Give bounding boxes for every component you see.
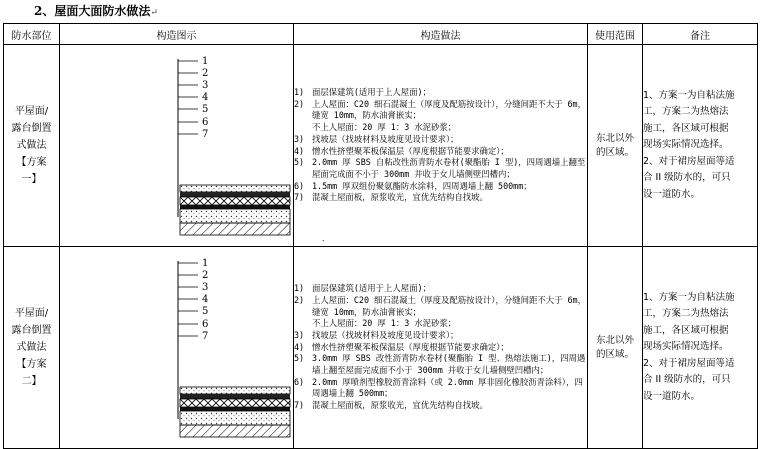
method-cell (294, 247, 588, 449)
remark-line: 1、方案一为自粘法施 (643, 291, 735, 303)
method-step: 7) 混凝土屋面板，原浆收光，宜优先结构自找坡。 (294, 400, 488, 411)
diagram-label: 4 (202, 294, 209, 305)
remark-line: 设一道防水。 (643, 390, 701, 402)
method-step: 6) 2.0mm 厚喷剂型橡胶沥青涂料（或 2.0mm 厚非固化橡胶沥青涂料），四周遇墙上翻 500mm； (294, 376, 583, 399)
header-remarks: 备注 (643, 24, 758, 45)
location-cell (4, 45, 60, 247)
remarks-cell (643, 45, 758, 247)
remark-line: 施工，各区域可根据 (643, 122, 729, 134)
remark-line: 工，方案二为热熔法 (643, 106, 729, 118)
method-step: 3) 找坡层（找坡材料及坡度见设计要求）； (294, 133, 459, 144)
location-line: 平屋面/ (14, 308, 49, 319)
remark-line: 2、对于裙房屋面等适 (643, 155, 735, 167)
location-line: 【方案 (16, 359, 47, 370)
return-mark: ↵ (150, 8, 158, 18)
location-line: 露台倒置 (11, 325, 52, 336)
remark-line: 现场实际情况选择。 (643, 139, 729, 151)
diagram-label: 7 (202, 331, 209, 342)
diagram-label: 1 (202, 56, 209, 67)
location-line: 【方案 (16, 157, 47, 168)
roof-section-diagram (60, 247, 294, 448)
table-row (4, 45, 758, 247)
remark-line: 工，方案二为热熔法 (643, 308, 729, 320)
diagram-label: 2 (202, 68, 209, 79)
svg-text:.: . (322, 234, 325, 243)
diagram-label: 5 (202, 306, 209, 317)
remark-line: 施工，各区域可根据 (643, 324, 729, 336)
method-step: 5) 3.0mm 厚 SBS 改性沥青防水卷材(聚酯胎 I 型、热熔法施工)，四周遇墙上翻至屋面完成面不小于 300mm 并收于女儿墙侧壁凹槽内； (294, 353, 586, 376)
diagram-cell (60, 45, 325, 247)
method-step: 不上人屋面：20 厚 1：3 水泥砂浆； (312, 318, 457, 329)
waterproofing-table (3, 23, 758, 449)
header-method: 构造做法 (294, 24, 588, 45)
header-row (4, 24, 758, 45)
diagram-label: 7 (202, 129, 209, 140)
location-line: 一】 (21, 174, 42, 185)
method-cell (294, 45, 588, 247)
remark-line: 合 II 级防水的，可只 (643, 374, 731, 386)
diagram-label: 6 (202, 117, 209, 128)
diagram-label: 3 (202, 282, 209, 293)
diagram-cell (60, 247, 294, 449)
location-line: 式做法 (16, 342, 47, 353)
method-step: 6) 1.5mm 厚双组份聚氨酯防水涂料，四周遇墙上翻 500mm； (294, 180, 532, 191)
diagram-label: 5 (202, 104, 209, 115)
remark-line: 设一道防水。 (643, 188, 701, 200)
diagram-label: 1 (202, 258, 209, 269)
method-step: 4) 憎水性挤塑聚苯板保温层（厚度根据节能要求确定）； (294, 341, 509, 352)
diagram-label: 2 (202, 270, 209, 281)
scope-cell (588, 45, 643, 247)
remarks-cell (643, 247, 758, 449)
table-row (4, 247, 758, 449)
scope-line: 的区域。 (595, 348, 634, 360)
header-diagram: 构造图示 (60, 24, 294, 45)
location-line: 平屋面/ (14, 106, 49, 117)
location-line: 二】 (21, 376, 42, 387)
scope-cell (588, 247, 643, 449)
method-step: 1) 面层保建筑(适用于上人屋面)； (294, 86, 431, 97)
remark-line: 2、对于裙房屋面等适 (643, 357, 735, 369)
method-step: 5) 2.0mm 厚 SBS 自粘改性沥青防水卷材(聚酯胎 I 型)，四周遇墙上翻至屋面完成面不小于 300mm 并收于女儿墙侧壁凹槽内； (294, 157, 586, 179)
scope-line: 东北以外 (595, 132, 634, 144)
method-step: 不上人屋面：20 厚 1：3 水泥砂浆； (312, 122, 457, 133)
method-step: 2) 上人屋面：C20 细石混凝土（厚度及配筋按设计），分缝间距不大于 6m，缝宽 10mm，防水油膏嵌实； (294, 294, 586, 317)
scope-line: 的区域。 (595, 146, 634, 158)
diagram-label: 3 (202, 80, 209, 91)
diagram-label: 6 (202, 319, 209, 330)
diagram-label: 4 (202, 92, 209, 103)
scope-line: 东北以外 (595, 334, 634, 346)
section-title: 2、屋面大面防水做法 (34, 4, 151, 18)
method-step: 2) 上人屋面：C20 细石混凝土（厚度及配筋按设计），分缝间距不大于 6m，缝宽 10mm，防水油膏嵌实； (294, 98, 586, 121)
location-line: 式做法 (16, 140, 47, 151)
location-line: 露台倒置 (11, 123, 52, 134)
roof-section-diagram (60, 45, 325, 246)
header-location: 防水部位 (4, 24, 60, 45)
section-heading (34, 2, 158, 19)
method-step: 7) 混凝土屋面板，原浆收光，宜优先结构自找坡。 (294, 192, 488, 203)
header-scope: 使用范围 (588, 24, 643, 45)
method-step: 4) 憎水性挤塑聚苯板保温层（厚度根据节能要求确定）； (294, 145, 509, 156)
remark-line: 1、方案一为自粘法施 (643, 89, 735, 101)
method-step: 3) 找坡层（找坡材料及坡度见设计要求）； (294, 329, 459, 340)
method-step: 1) 面层保建筑(适用于上人屋面)； (294, 283, 431, 294)
remark-line: 合 II 级防水的，可只 (643, 172, 731, 184)
remark-line: 现场实际情况选择。 (643, 341, 729, 353)
location-cell (4, 247, 60, 449)
